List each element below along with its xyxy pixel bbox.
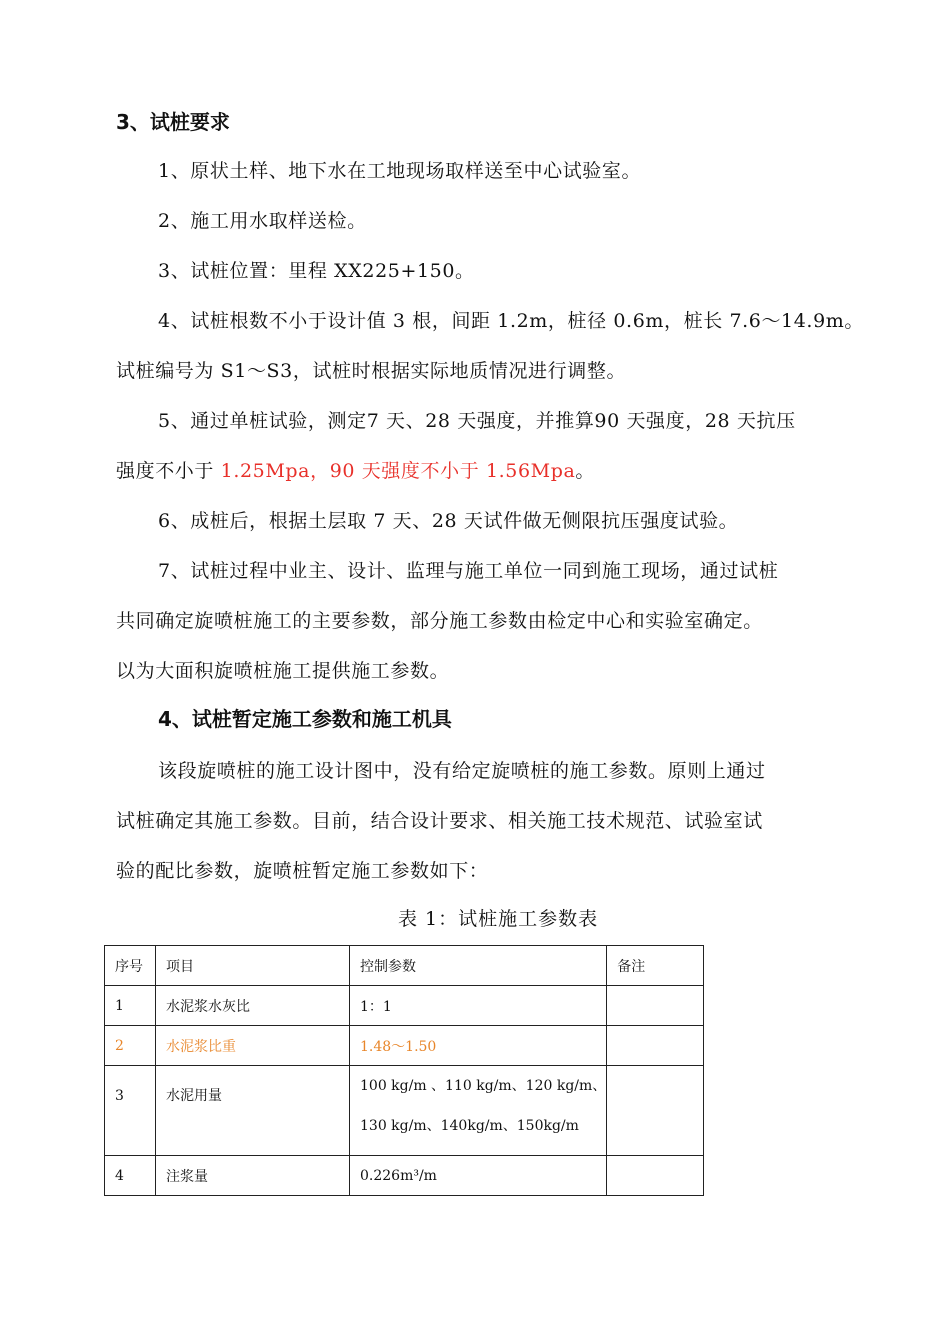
cell-note — [607, 1066, 704, 1156]
header-item: 项目 — [156, 946, 350, 986]
paragraph-item-4: 4、试桩根数不小于设计值 3 根，间距 1.2m，桩径 0.6m，桩长 7.6～14.9m。 — [158, 310, 864, 332]
cell-param — [350, 1066, 607, 1156]
cell-note — [607, 1156, 704, 1196]
paragraph-item-6: 6、成桩后，根据土层取 7 天、28 天试件做无侧限抗压强度试验。 — [158, 510, 739, 532]
section-4-line-2: 试桩确定其施工参数。目前，结合设计要求、相关施工技术规范、试验室试 — [116, 810, 763, 832]
parameters-table — [104, 945, 704, 1196]
table-row — [105, 986, 704, 1026]
cell-item: 水泥浆比重 — [156, 1026, 350, 1066]
paragraph-item-4-cont: 试桩编号为 S1～S3，试桩时根据实际地质情况进行调整。 — [116, 360, 627, 382]
cell-note — [607, 986, 704, 1026]
paragraph-item-3: 3、试桩位置：里程 XX225+150。 — [158, 260, 475, 282]
header-no: 序号 — [105, 946, 156, 986]
table-row — [105, 1156, 704, 1196]
cell-param: 1.48～1.50 — [350, 1026, 607, 1066]
table-row — [105, 1066, 704, 1156]
section-4-line-1: 该段旋喷桩的施工设计图中，没有给定旋喷桩的施工参数。原则上通过 — [158, 760, 766, 782]
paragraph-item-5: 5、通过单桩试验，测定7 天、28 天强度，并推算90 天强度，28 天抗压 — [158, 410, 796, 432]
table-row-highlighted — [105, 1026, 704, 1066]
paragraph-item-2: 2、施工用水取样送检。 — [158, 210, 367, 232]
cell-item: 注浆量 — [156, 1156, 350, 1196]
header-param: 控制参数 — [350, 946, 607, 986]
strength-values-highlight: 1.25Mpa，90 天强度不小于 1.56Mpa — [220, 460, 576, 482]
section-3-heading: 3、试桩要求 — [116, 110, 230, 134]
cell-note — [607, 1026, 704, 1066]
paragraph-item-7-cont1: 共同确定旋喷桩施工的主要参数，部分施工参数由检定中心和实验室确定。 — [116, 610, 763, 632]
table-caption: 表 1：试桩施工参数表 — [398, 908, 599, 930]
cell-item: 水泥浆水灰比 — [156, 986, 350, 1026]
cell-no: 2 — [105, 1026, 156, 1066]
strength-text: 强度不小于 — [116, 460, 221, 482]
paragraph-item-5-cont — [116, 457, 856, 485]
cell-no: 4 — [105, 1156, 156, 1196]
cell-param: 0.226m³/m — [350, 1156, 607, 1196]
paragraph-item-7: 7、试桩过程中业主、设计、监理与施工单位一同到施工现场，通过试桩 — [158, 560, 779, 582]
strength-period: 。 — [575, 460, 596, 482]
section-4-line-3: 验的配比参数，旋喷桩暂定施工参数如下： — [116, 860, 489, 882]
cell-param-line-2: 130 kg/m、140kg/m、150kg/m — [360, 1118, 579, 1134]
header-note: 备注 — [607, 946, 704, 986]
cell-no: 3 — [105, 1066, 156, 1156]
cell-param: 1：1 — [350, 986, 607, 1026]
paragraph-item-1: 1、原状土样、地下水在工地现场取样送至中心试验室。 — [158, 160, 642, 182]
cell-no: 1 — [105, 986, 156, 1026]
paragraph-item-7-cont2: 以为大面积旋喷桩施工提供施工参数。 — [116, 660, 450, 682]
cell-item: 水泥用量 — [156, 1066, 350, 1156]
cell-param-line-1: 100 kg/m 、110 kg/m、120 kg/m、 — [360, 1078, 607, 1094]
section-4-heading: 4、试桩暂定施工参数和施工机具 — [158, 707, 452, 731]
table-header-row — [105, 946, 704, 986]
